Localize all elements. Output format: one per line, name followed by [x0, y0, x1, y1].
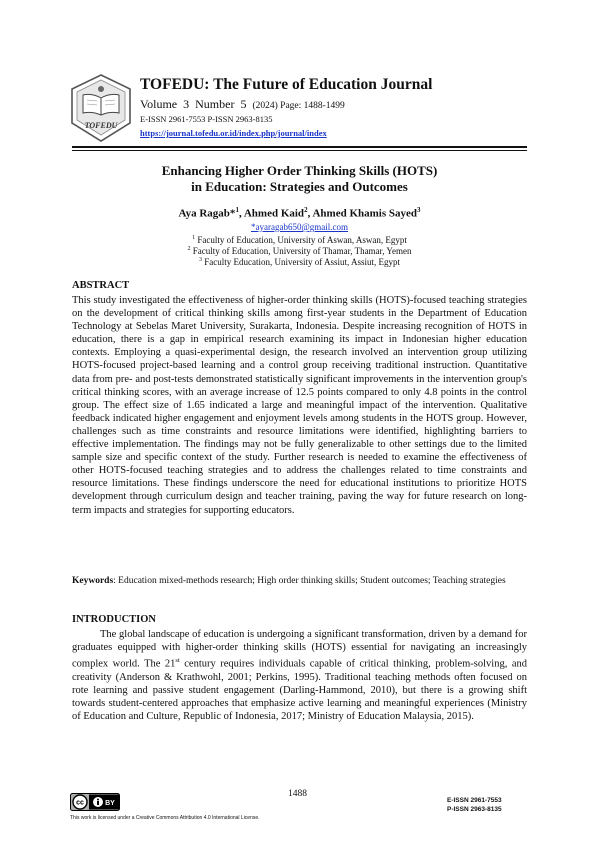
author-1: Aya Ragab*	[178, 207, 236, 220]
author-2-sup: 2	[304, 206, 308, 214]
abstract-text: This study investigated the effectiveness of higher-order thinking skills (HOTS)-focused teaching strategies on the development of critical thinking skills among first-year students in the Department of Education Technology at Sebelas Maret University, Surakarta, Indonesia. Despite increasing recognition of HOTS in education, there is a gap in empirical research examining its impact in Indonesian higher education contexts. Employing a quasi-experimental design, the research involved an intervention group utilizing HOTS-focused project-based learning and a control group receiving traditional instruction. Quantitative data from pre- and post-tests demonstrated statistically significant improvements in the intervention group's critical thinking scores, with an average increase of 12.5 points compared to only 4.8 points in the control group. The effect size of 1.65 indicated a large and meaningful impact of the intervention. Qualitative feedback indicated higher engagement and enjoyment levels among students in the HOTS group. However, challenges such as time constraints and resource limitations were identified, highlighting barriers to effective implementation. The findings may not be fully generalizable to other settings due to the limited sample size and specific context of the study. Further research is needed to examine the effectiveness of other HOTS-focused teaching strategies and to address the challenges related to time constraints and resource limitations. These findings underscore the need for educational institutions to prioritize HOTS development through curriculum design and teacher training, paving the way for future research on long-term impacts and strategies for supporting educators.	[72, 295, 527, 516]
affiliation-number: 2	[187, 246, 191, 252]
introduction-text-part: century requires individuals capable of critical thinking, problem-solving, and creativity (Anderson & Krathwohl, 2001; Perkins, 1995). Traditional teaching methods often focused on rote learning and passive student engagement (Darling-Hammond, 2010), but there is a growing shift towards student-centered approaches that emphasize active learning and meaningful experiences (Ministry of Education and Culture, Republic of Indonesia, 2017; Ministry of Education Malaysia, 2015).	[72, 658, 527, 723]
issn-line: E-ISSN 2961-7553 P-ISSN 2963-8135	[140, 114, 273, 124]
affiliation-3	[72, 257, 527, 267]
affiliation-number: 1	[192, 235, 196, 241]
paper-title-line2: in Education: Strategies and Outcomes	[191, 179, 408, 194]
affiliation-text: Faculty Education, University of Assiut, Assiut, Egypt	[204, 257, 400, 267]
volume-line	[140, 97, 345, 112]
abstract-heading: ABSTRACT	[72, 280, 130, 291]
author-separator: ,	[238, 207, 244, 220]
header-rule-thin	[72, 150, 527, 151]
author-2: Ahmed Kaid	[243, 207, 305, 220]
license-text: This work is licensed under a Creative Commons Attribution 4.0 International License.	[70, 815, 260, 821]
paper-title-line1: Enhancing Higher Order Thinking Skills (HOTS)	[161, 163, 438, 178]
volume-value: 3	[183, 97, 190, 111]
number-value: 5	[240, 97, 247, 111]
footer-issn	[447, 796, 502, 814]
logo-text: TOFEDU	[84, 121, 118, 130]
affiliation-2	[72, 246, 527, 256]
cc-by-license-icon[interactable]	[70, 793, 120, 811]
cc-icon-text: cc	[76, 799, 84, 807]
year-pages: (2024) Page: 1488-1499	[252, 101, 345, 111]
author-3-sup: 3	[417, 206, 421, 214]
footer-eissn: E-ISSN 2961-7553	[447, 797, 502, 804]
author-1-sup: 1	[235, 206, 239, 214]
author-email-link[interactable]: *ayaragab650@gmail.com	[250, 222, 348, 232]
paper-title	[72, 163, 527, 195]
affiliation-1	[72, 235, 527, 245]
author-3: Ahmed Khamis Sayed	[312, 207, 417, 220]
header-rule-thick	[72, 146, 527, 148]
introduction-text	[72, 628, 527, 723]
footer-pissn: P-ISSN 2963-8135	[447, 806, 502, 813]
author-separator: ,	[307, 207, 313, 220]
affiliation-text: Faculty of Education, University of Thamar, Thamar, Yemen	[192, 246, 412, 256]
number-label: Number	[195, 97, 235, 111]
affiliation-number: 3	[199, 257, 202, 263]
keywords-label: Keywords	[72, 576, 114, 586]
ordinal-superscript: st	[175, 657, 180, 665]
keywords	[72, 575, 527, 588]
by-icon-text: BY	[105, 800, 115, 807]
journal-url-link[interactable]: https://journal.tofedu.or.id/index.php/journal/index	[140, 128, 327, 138]
keywords-text: : Education mixed-methods research; High order thinking skills; Student outcomes; Teaching strategies	[113, 576, 506, 586]
volume-label: Volume	[140, 97, 178, 111]
journal-logo	[69, 73, 133, 143]
introduction-text-part: The global landscape of education is undergoing a significant transformation, driven by a demand for graduates equipped with higher-order thinking skills (HOTS) essential for navigating an increasingly complex world. The 21	[72, 629, 527, 670]
affiliation-text: Faculty of Education, University of Aswan, Aswan, Egypt	[197, 235, 407, 245]
page-number: 1488	[288, 789, 307, 799]
journal-title: TOFEDU: The Future of Education Journal	[140, 76, 433, 93]
introduction-heading: INTRODUCTION	[72, 614, 157, 625]
author-list	[72, 206, 527, 220]
